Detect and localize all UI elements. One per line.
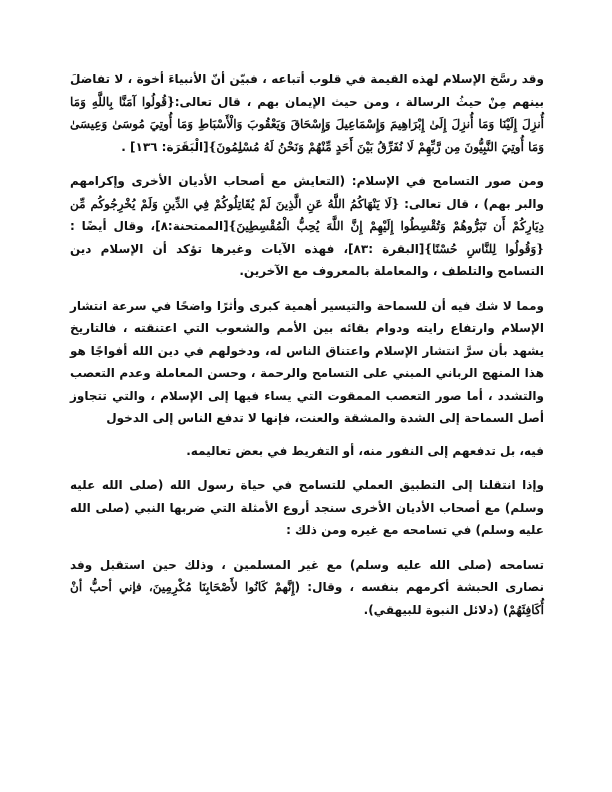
paragraph-tolerance-forms (70, 170, 544, 283)
hadith-citation: ) (دلائل النبوة للبيهقي). (363, 602, 509, 617)
verse-citation: [الممتحنة:٨]، وقال أيضًا : (70, 219, 229, 233)
text-run: فيه، بل تدفعهم إلى النفور منه، أو التفريط في بعض تعاليمه. (186, 443, 544, 458)
paragraph-abyssinia-delegation (70, 554, 544, 622)
hadith-quote: إِنَّهمْ كَانُوا لأَصْحَابِنَا مُكْرِمِينَ، فإني أحبُّ أنْ أُكَافِئَهُمْ (70, 580, 544, 617)
text-run: وإذا انتقلنا إلى التطبيق العملي للتسامح في حياة رسول الله (صلى الله عليه وسلم) مع أصحاب الأديان الأخرى سنجد أروع الأمثلة التي ضربها النبي (صلى الله عليه وسلم) في تسامحه مع غيره ومن ذلك : (70, 478, 544, 537)
text-run: ومن صور التسامح في الإسلام: (التعايش مع أصحاب الأديان الأخرى وإكرامهم والبر بهم) ، قال تعالى: (70, 174, 545, 211)
paragraph-prophet-practice (70, 474, 544, 542)
quran-verse: {قُولُوا آمَنَّا بِاللَّهِ وَمَا أُنزِلَ إِلَيْنَا وَمَا أُنزِلَ إِلَىٰ إِبْرَاهِيمَ وَإِسْمَاعِيلَ وَإِسْحَاقَ وَيَعْقُوبَ وَالْأَسْبَاطِ وَمَا أُوتِيَ مُوسَىٰ وَعِيسَىٰ وَمَا أُوتِيَ النَّبِيُّونَ مِن رَّبِّهِمْ لَا نُفَرِّقُ بَيْنَ أَحَدٍ مِّنْهُمْ وَنَحْنُ لَهُ مُسْلِمُونَ} (70, 94, 544, 154)
document-page (70, 68, 544, 633)
text-run: تسامحه (صلى الله عليه وسلم) مع غير المسلمين ، وذلك حين استقبل وفد نصارى الحبشة أكرمهم بنفسه ، وقال: ( (70, 557, 544, 594)
text-run: ومما لا شك فيه أن للسماحة والتيسير أهمية كبرى وأثرًا واضحًا في سرعة انتشار الإسلام وارتفاع رايته ودوام بقائه بين الأمم والشعوب التي اعتنقته ، فالتاريخ يشهد بأن سرَّ انتشار الإسلام واعتناق الناس له، ودخولهم في دين الله أفواجًا هو هذا المنهج الرباني المبني على التسامح والرحمة ، وحسن المعاملة وعدم التعصب والتشدد ، أما صور التعصب الممقوت التي يساء فيها إلى الإسلام ، والتي تتجاوز أصل السماحة إلى الشدة والمشقة والعنت، فإنها لا تدفع الناس إلى الدخول (70, 298, 544, 425)
paragraph-spread-of-islam (70, 295, 544, 430)
text-run: [البقرة :٨٣]، فهذه الآيات وغيرها تؤكد أن الإسلام دين التسامح والتلطف ، والمعاملة بالمعروف مع الآخرين. (70, 241, 544, 278)
quran-verse: {لَا يَنْهَاكُمُ اللَّهُ عَنِ الَّذِينَ لَمْ يُقَاتِلُوكُمْ فِي الدِّينِ وَلَمْ يُخْرِجُوكُم مِّن دِيَارِكُمْ أَن تَبَرُّوهُمْ وَتُقْسِطُوا إِلَيْهِمْ إِنَّ اللَّهَ يُحِبُّ الْمُقْسِطِينَ} (70, 196, 544, 233)
paragraph-continuation (70, 440, 544, 463)
quran-verse: {وَقُولُوا لِلنَّاسِ حُسْنًا} (424, 241, 545, 256)
text-run: وقد رسَّخ الإسلام لهذه القيمة في قلوب أتباعه ، فبيّن أنّ الأنبياءَ أخوة ، لا تفاضلَ بينهم مِنْ حيثُ الرسالة ، ومن حيث الإيمان بهم ، قال تعالى: (70, 72, 544, 109)
verse-citation: [الْبَقَرَة: ١٣٦] . (121, 139, 209, 154)
paragraph-messengers-brotherhood (70, 68, 544, 158)
